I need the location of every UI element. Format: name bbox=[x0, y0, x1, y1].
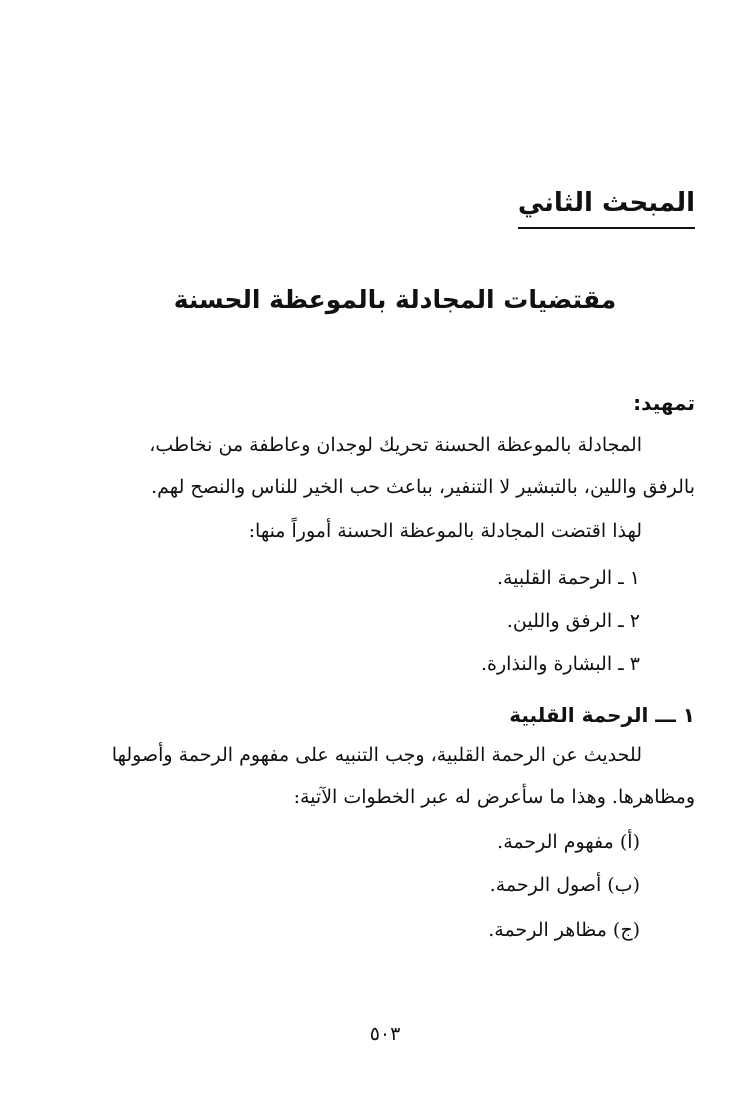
page-number: ٥٠٣ bbox=[369, 1023, 401, 1045]
subsection-list-item-a: (أ) مفهوم الرحمة. bbox=[497, 831, 640, 853]
intro-list-item-2: ٢ ـ الرفق واللين. bbox=[506, 610, 640, 632]
subsection-list-item-c: (ج) مظاهر الرحمة. bbox=[488, 919, 640, 941]
subsection-paragraph-line-1: للحديث عن الرحمة القلبية، وجب التنبيه على مفهوم الرحمة وأصولها bbox=[111, 744, 642, 766]
subsection-heading: ١ ـــ الرحمة القلبية bbox=[509, 703, 695, 727]
intro-lead: لهذا اقتضت المجادلة بالموعظة الحسنة أموراً منها: bbox=[248, 520, 642, 542]
subsection-list-item-b: (ب) أصول الرحمة. bbox=[489, 874, 640, 896]
chapter-title: مقتضيات المجادلة بالموعظة الحسنة bbox=[173, 285, 617, 314]
intro-paragraph-line-1: المجادلة بالموعظة الحسنة تحريك لوجدان وعاطفة من نخاطب، bbox=[149, 434, 642, 456]
intro-list-item-3: ٣ ـ البشارة والنذارة. bbox=[481, 653, 640, 675]
subsection-paragraph-line-2: ومظاهرها. وهذا ما سأعرض له عبر الخطوات الآتية: bbox=[293, 786, 695, 808]
intro-list-item-1: ١ ـ الرحمة القلبية. bbox=[496, 567, 640, 589]
intro-heading: تمهيد: bbox=[633, 391, 695, 415]
intro-paragraph-line-2: بالرفق واللين، بالتبشير لا التنفير، بباعث حب الخير للناس والنصح لهم. bbox=[151, 476, 695, 498]
section-label: المبحث الثاني bbox=[518, 183, 695, 229]
